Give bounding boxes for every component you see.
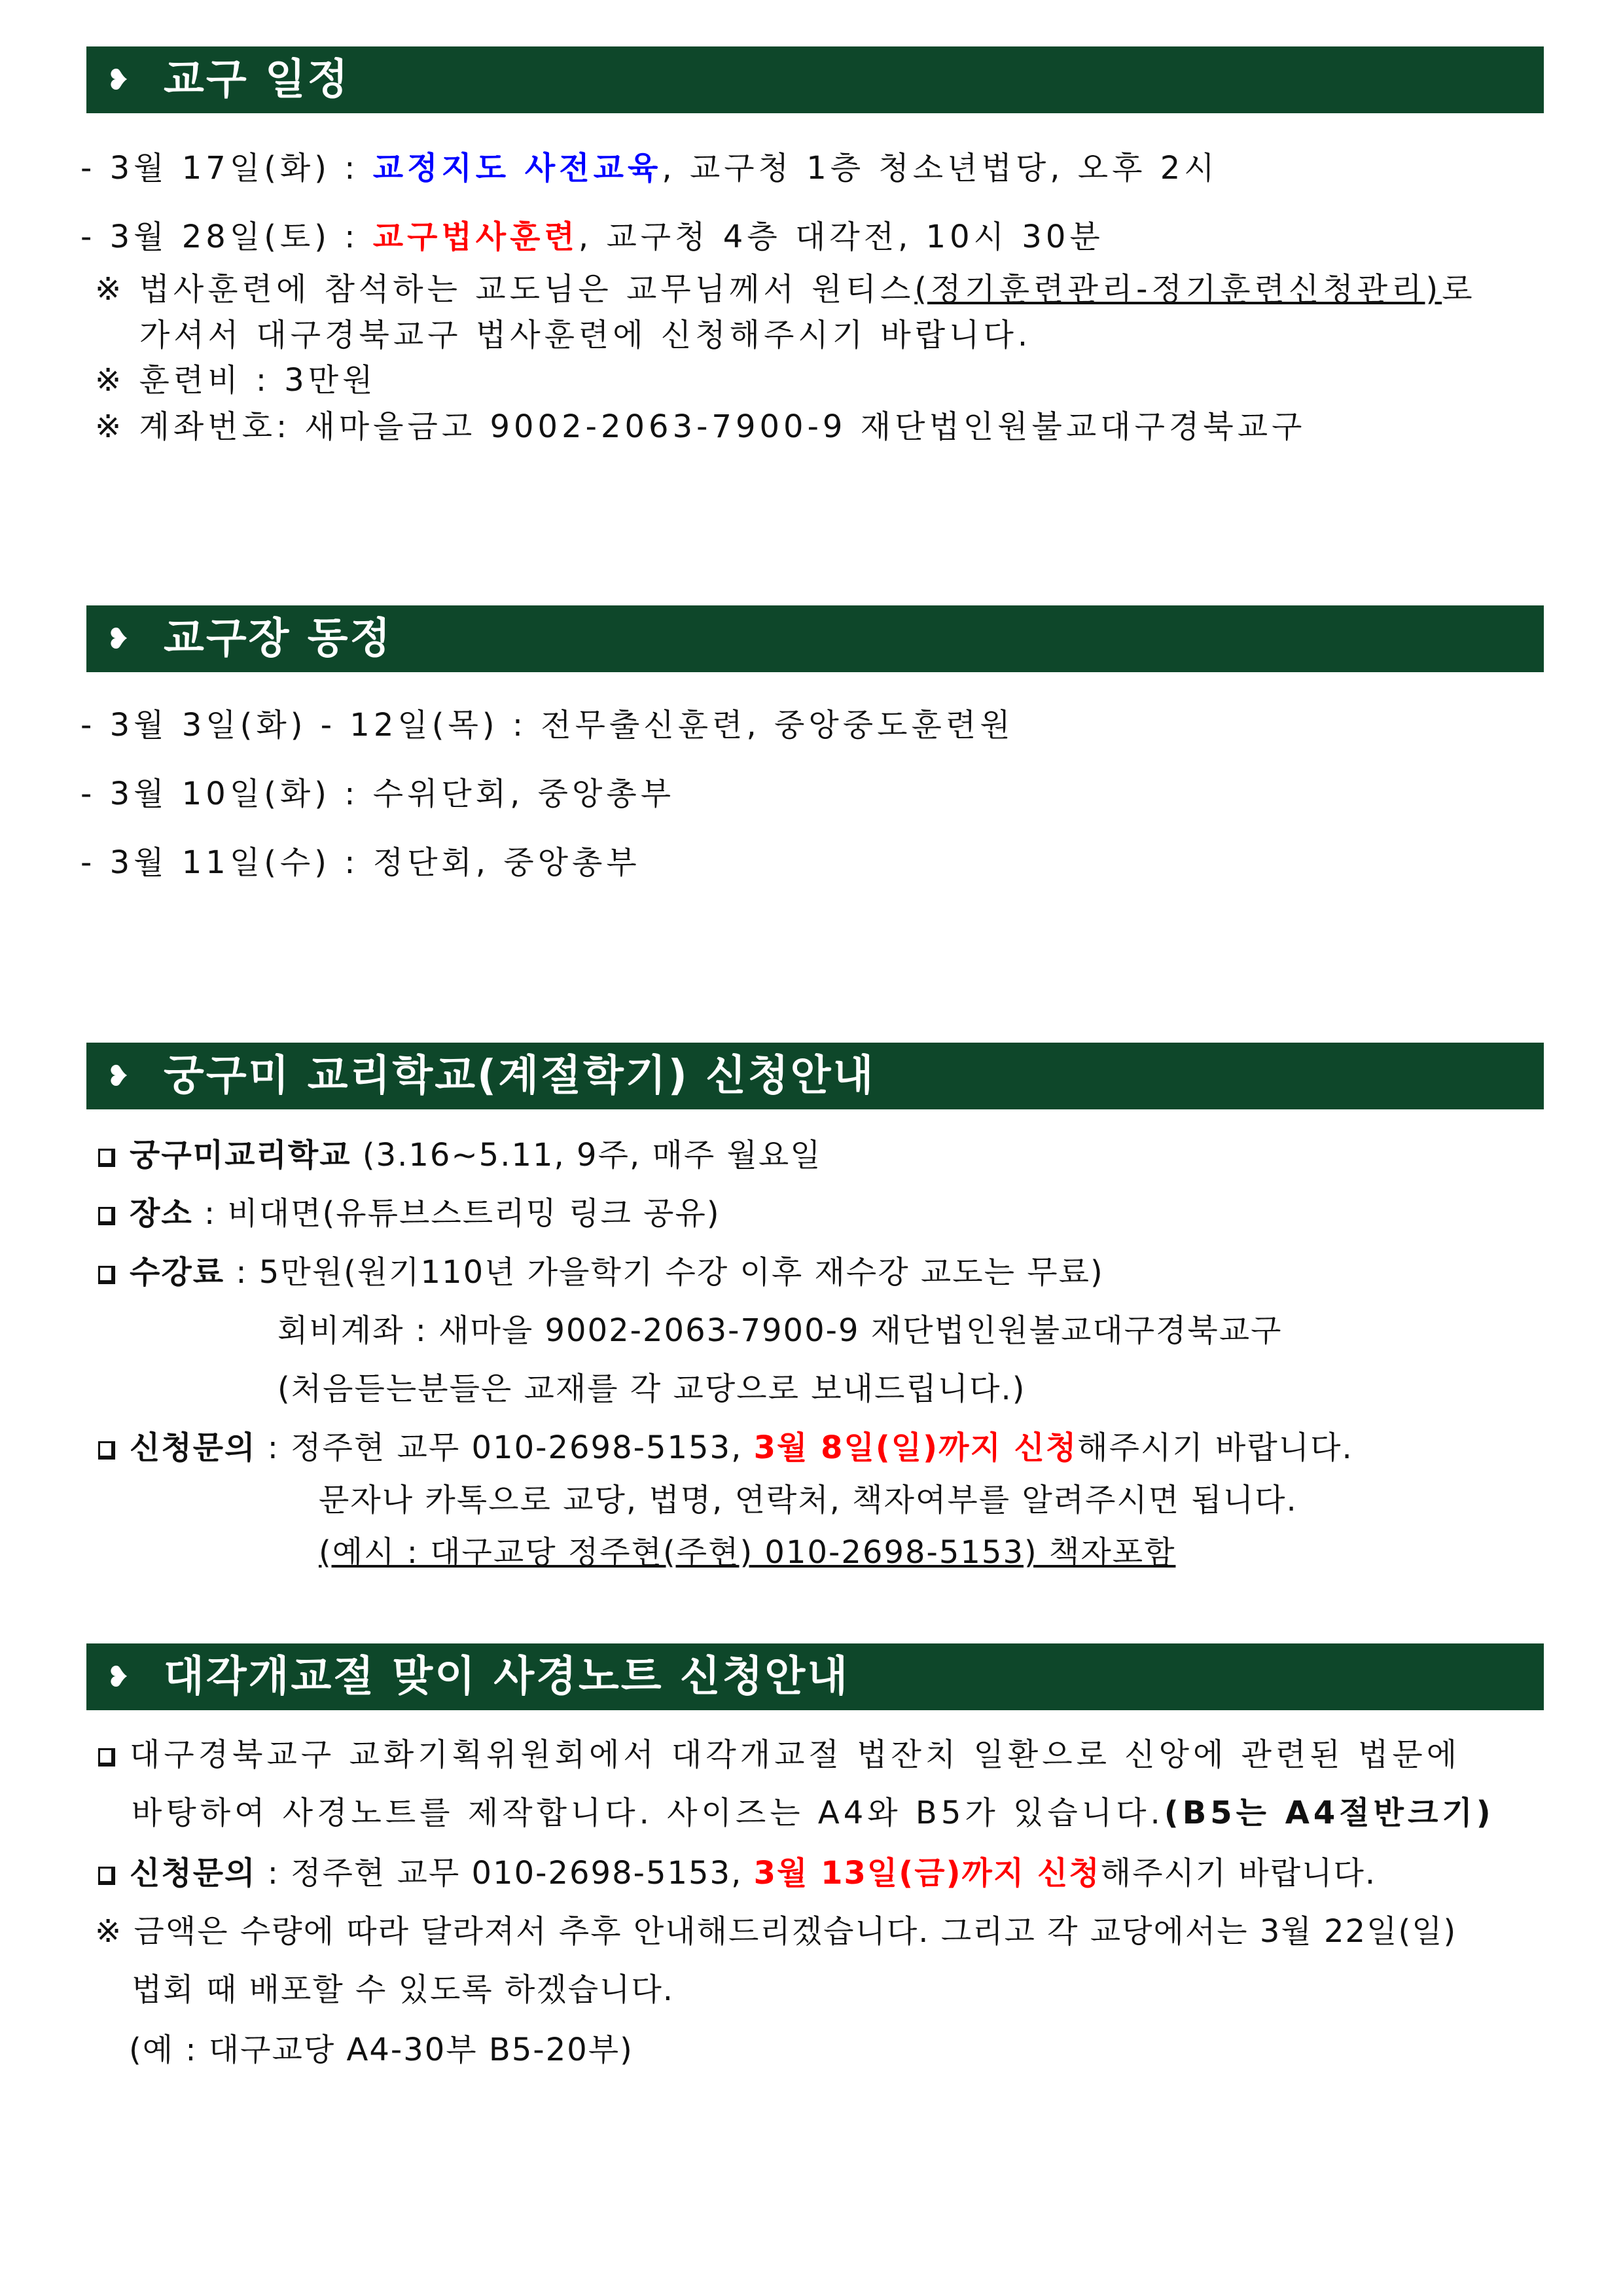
text-line (98, 1854, 1376, 1893)
text-segment: 해주시기 바랍니다. (1077, 1429, 1353, 1466)
text-segment: : 정주현 교무 010-2698-5153, (256, 1429, 754, 1466)
arrow-bullet-icon: ❥ (106, 63, 130, 97)
text-segment: (3.16~5.11, 9주, 매주 월요일 (351, 1137, 822, 1174)
text-line (98, 1428, 1353, 1467)
text-line (80, 774, 675, 814)
text-segment: : 5만원(원기110년 가을학기 수강 이후 재수강 교도는 무료) (224, 1254, 1104, 1291)
text-line (277, 1311, 1283, 1350)
text-segment: , 교구청 1층 청소년법당, 오후 2시 (662, 150, 1219, 187)
text-segment: 문자나 카톡으로 교당, 법명, 연락처, 책자여부를 알려주시면 됩니다. (319, 1482, 1298, 1518)
text-line (95, 361, 377, 400)
section-header (86, 46, 1544, 113)
checkbox-bullet-icon (98, 1149, 115, 1167)
arrow-bullet-icon: ❥ (106, 1660, 130, 1694)
text-segment: 바탕하여 사경노트를 제작합니다. 사이즈는 A4와 B5가 있습니다. (132, 1795, 1164, 1831)
section-header (86, 1643, 1544, 1710)
text-segment: - 3월 28일(토) : (80, 219, 373, 255)
text-segment: (예 : 대구교당 A4-30부 B5-20부) (129, 2032, 633, 2068)
text-line (139, 315, 1031, 355)
text-segment: 궁구미교리학교 (130, 1137, 351, 1174)
text-segment: (처음듣는분들은 교재를 각 교당으로 보내드립니다.) (277, 1371, 1026, 1407)
text-segment: : 비대면(유튜브스트리밍 링크 공유) (192, 1195, 721, 1232)
text-segment: 회비계좌 : 새마을 9002-2063-7900-9 재단법인원불교대구경북교구 (277, 1312, 1283, 1349)
text-segment: , 교구청 4층 대각전, 10시 30분 (578, 219, 1104, 255)
text-line (98, 1735, 1461, 1774)
text-segment: (예시 : 대구교당 정주현(주현) 010-2698-5153) 책자포함 (319, 1534, 1176, 1571)
text-line (98, 1136, 822, 1175)
text-segment: - 3월 10일(화) : 수위단회, 중앙총부 (80, 776, 675, 812)
text-line (95, 407, 1306, 446)
checkbox-bullet-icon (98, 1441, 115, 1460)
highlight-text: 3월 8일(일)까지 신청 (753, 1429, 1078, 1466)
text-segment: ※ 금액은 수량에 따라 달라져서 추후 안내해드리겠습니다. 그리고 각 교당에서는 3월 22일(일) (95, 1913, 1457, 1950)
text-line (129, 2030, 633, 2070)
text-segment: : 정주현 교무 010-2698-5153, (256, 1855, 754, 1892)
text-line (95, 270, 1476, 309)
checkbox-bullet-icon (98, 1266, 115, 1284)
text-segment: - 3월 17일(화) : (80, 150, 373, 187)
text-segment: (정기훈련관리-정기훈련신청관리) (914, 271, 1442, 308)
text-line (80, 843, 641, 882)
text-segment: 장소 (130, 1195, 193, 1232)
checkbox-bullet-icon (98, 1867, 115, 1885)
text-segment: (B5는 A4절반크기) (1164, 1795, 1495, 1831)
text-segment: 가셔서 대구경북교구 법사훈련에 신청해주시기 바랍니다. (139, 317, 1032, 353)
text-line (277, 1369, 1026, 1408)
highlight-text: 3월 13일(금)까지 신청 (753, 1855, 1101, 1892)
text-segment: 신청문의 (130, 1429, 257, 1466)
text-segment: 해주시기 바랍니다. (1100, 1855, 1377, 1892)
text-segment: ※ 계좌번호: 새마을금고 9002-2063-7900-9 재단법인원불교대구경북교구 (95, 408, 1306, 445)
text-segment: 대구경북교구 교화기획위원회에서 대각개교절 법잔치 일환으로 신앙에 관련된 법문에 (130, 1736, 1461, 1773)
section-header (86, 1043, 1544, 1109)
text-segment: 로 (1442, 271, 1476, 308)
text-line (132, 1970, 674, 2009)
highlight-text: 교구법사훈련 (372, 219, 579, 255)
text-line (95, 1912, 1457, 1951)
text-segment: ※ 훈련비 : 3만원 (95, 362, 377, 399)
text-segment: 신청문의 (130, 1855, 257, 1892)
arrow-bullet-icon: ❥ (106, 622, 130, 656)
section-title: 대각개교절 맞이 사경노트 신청안내 (164, 1653, 850, 1701)
text-segment: 수강료 (130, 1254, 225, 1291)
text-line (98, 1194, 721, 1233)
section-header (86, 605, 1544, 672)
text-line (319, 1480, 1298, 1520)
text-line (98, 1253, 1104, 1292)
text-segment: - 3월 3일(화) - 12일(목) : 전무출신훈련, 중앙중도훈련원 (80, 707, 1014, 744)
section-title: 교구 일정 (164, 56, 350, 104)
text-line (80, 706, 1014, 745)
text-line (80, 217, 1104, 257)
text-segment: - 3월 11일(수) : 정단회, 중앙총부 (80, 844, 641, 881)
arrow-bullet-icon: ❥ (106, 1060, 130, 1093)
highlight-text: 교정지도 사전교육 (372, 150, 662, 187)
text-line (319, 1533, 1175, 1572)
checkbox-bullet-icon (98, 1207, 115, 1225)
text-segment: 법회 때 배포할 수 있도록 하겠습니다. (132, 1971, 675, 2008)
text-line (80, 149, 1219, 188)
text-line (132, 1793, 1495, 1833)
section-title: 교구장 동정 (164, 615, 393, 663)
checkbox-bullet-icon (98, 1748, 115, 1767)
text-segment: ※ 법사훈련에 참석하는 교도님은 교무님께서 원티스 (95, 271, 915, 308)
section-title: 궁구미 교리학교(계절학기) 신청안내 (164, 1052, 876, 1100)
